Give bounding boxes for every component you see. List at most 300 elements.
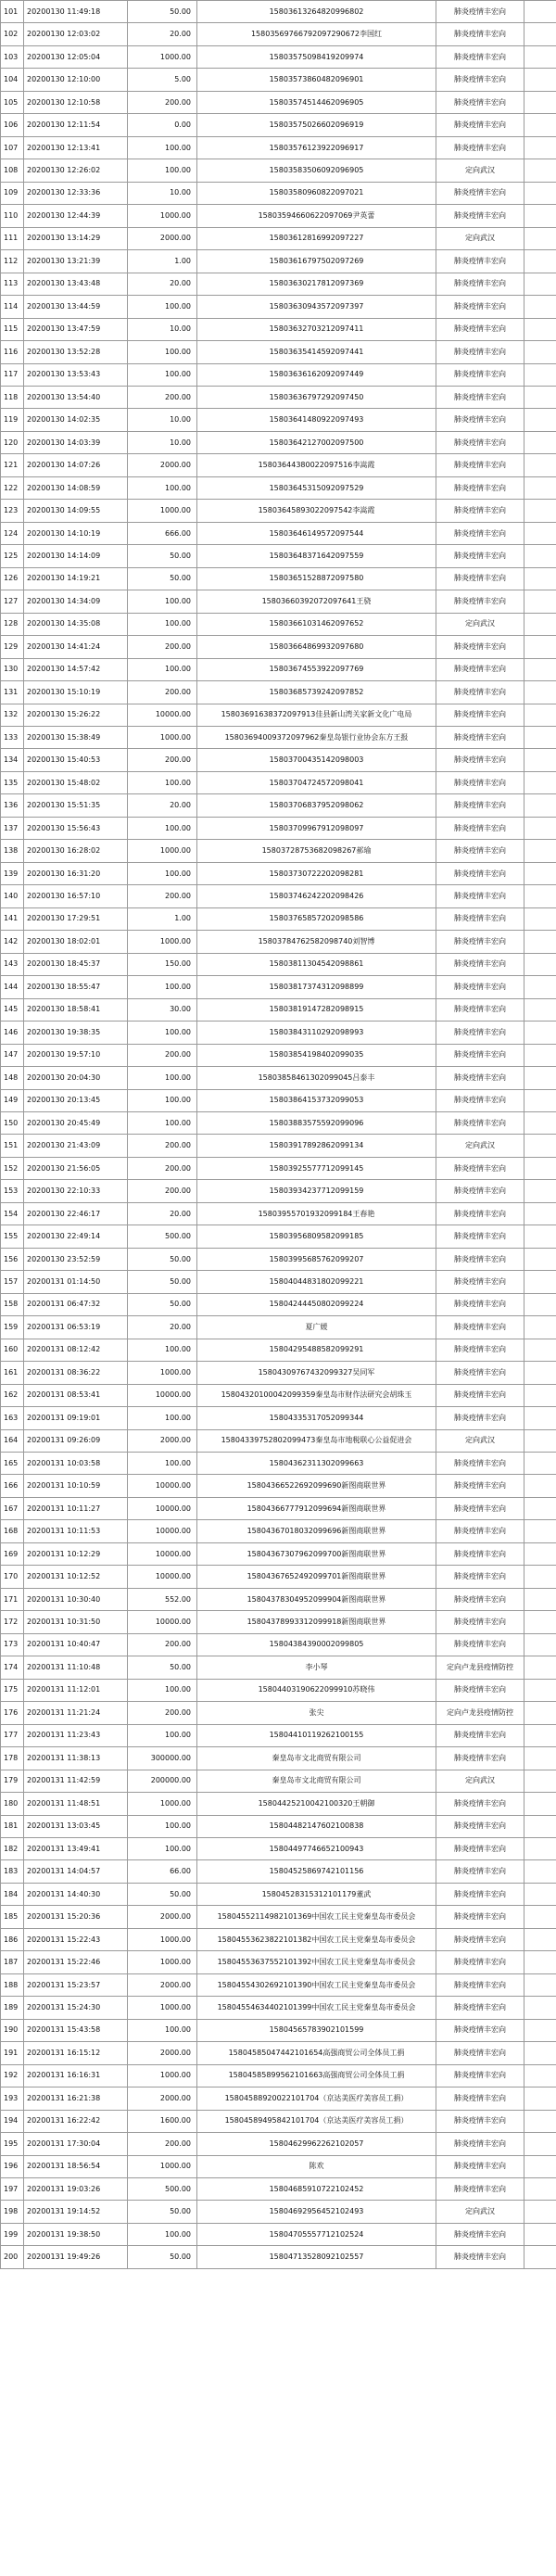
purpose-cell: 肺炎疫情丰宏向 <box>436 1837 524 1859</box>
donation-amount-cell: 1000.00 <box>128 1793 197 1815</box>
transaction-time-cell: 20200131 10:10:59 <box>24 1475 128 1497</box>
row-number-cell: 187 <box>1 1951 24 1973</box>
table-row <box>1 1883 556 1905</box>
row-number-cell: 124 <box>1 522 24 544</box>
purpose-cell: 肺炎疫情丰宏向 <box>436 182 524 204</box>
transaction-time-cell: 20200130 13:43:48 <box>24 273 128 295</box>
donor-memo-cell: 15804425210042100320王朝御 <box>197 1793 436 1815</box>
donor-memo-cell: 15804366777912099694新图商联世界 <box>197 1497 436 1519</box>
donation-amount-cell: 66.00 <box>128 1860 197 1883</box>
transaction-time-cell: 20200131 10:11:27 <box>24 1497 128 1519</box>
empty-cell <box>524 1611 556 1633</box>
row-number-cell: 186 <box>1 1928 24 1950</box>
table-row <box>1 45 556 68</box>
table-row <box>1 23 556 45</box>
purpose-cell: 肺炎疫情丰宏向 <box>436 1180 524 1202</box>
purpose-cell: 肺炎疫情丰宏向 <box>436 817 524 839</box>
donor-memo-cell: 15804685910722102452 <box>197 2178 436 2201</box>
transaction-time-cell: 20200131 13:49:41 <box>24 1837 128 1859</box>
table-row <box>1 1180 556 1202</box>
row-number-cell: 151 <box>1 1135 24 1157</box>
table-row <box>1 931 556 953</box>
donation-amount-cell: 20.00 <box>128 794 197 817</box>
table-row <box>1 862 556 884</box>
row-number-cell: 139 <box>1 862 24 884</box>
donor-memo-cell: 15803730722202098281 <box>197 862 436 884</box>
transaction-time-cell: 20200131 01:14:50 <box>24 1271 128 1293</box>
donation-amount-cell: 100.00 <box>128 613 197 635</box>
donor-memo-cell: 15804589495842101704（京达美医疗美容员工捐） <box>197 2110 436 2132</box>
transaction-time-cell: 20200130 12:33:36 <box>24 182 128 204</box>
purpose-cell: 肺炎疫情丰宏向 <box>436 749 524 771</box>
donor-memo-cell: 秦皇岛市文北商贸有限公司 <box>197 1747 436 1770</box>
donor-memo-cell: 15803819147282098915 <box>197 998 436 1021</box>
transaction-time-cell: 20200131 19:38:50 <box>24 2223 128 2245</box>
empty-cell <box>524 1633 556 1656</box>
empty-cell <box>524 2223 556 2245</box>
empty-cell <box>524 976 556 998</box>
transaction-time-cell: 20200131 13:03:45 <box>24 1815 128 1837</box>
row-number-cell: 149 <box>1 1089 24 1111</box>
donor-memo-cell: 15803704724572098041 <box>197 771 436 793</box>
table-row <box>1 114 556 136</box>
donor-memo-cell: 15803691638372097913佳县新山湾关家新文化广电局 <box>197 704 436 726</box>
table-row <box>1 1202 556 1225</box>
donor-memo-cell: 15803811304542098861 <box>197 953 436 975</box>
purpose-cell: 肺炎疫情丰宏向 <box>436 318 524 340</box>
row-number-cell: 138 <box>1 840 24 862</box>
donor-memo-cell: 15803728753682098267郝瑜 <box>197 840 436 862</box>
transaction-time-cell: 20200130 15:51:35 <box>24 794 128 817</box>
empty-cell <box>524 749 556 771</box>
transaction-time-cell: 20200130 14:08:59 <box>24 476 128 499</box>
table-row <box>1 545 556 567</box>
table-row <box>1 2201 556 2223</box>
empty-cell <box>524 69 556 91</box>
donor-memo-cell: 15803636162092097449 <box>197 363 436 386</box>
purpose-cell: 肺炎疫情丰宏向 <box>436 545 524 567</box>
donor-memo-cell: 15803573860482096901 <box>197 69 436 91</box>
empty-cell <box>524 273 556 295</box>
table-row <box>1 1022 556 1044</box>
donor-memo-cell: 15804713528092102557 <box>197 2246 436 2268</box>
donor-memo-cell: 15803569766792097290672李国红 <box>197 23 436 45</box>
transaction-time-cell: 20200131 14:04:57 <box>24 1860 128 1883</box>
donation-amount-cell: 0.00 <box>128 114 197 136</box>
transaction-time-cell: 20200130 12:05:04 <box>24 45 128 68</box>
row-number-cell: 146 <box>1 1022 24 1044</box>
purpose-cell: 肺炎疫情丰宏向 <box>436 296 524 318</box>
purpose-cell: 肺炎疫情丰宏向 <box>436 1793 524 1815</box>
empty-cell <box>524 2064 556 2087</box>
row-number-cell: 180 <box>1 1793 24 1815</box>
transaction-time-cell: 20200130 13:54:40 <box>24 386 128 408</box>
purpose-cell: 肺炎疫情丰宏向 <box>436 409 524 431</box>
donor-memo-cell: 15803746242202098426 <box>197 885 436 907</box>
transaction-time-cell: 20200131 14:40:30 <box>24 1883 128 1905</box>
donation-amount-cell: 100.00 <box>128 1407 197 1429</box>
empty-cell <box>524 318 556 340</box>
donor-memo-cell: 15804585899562101663高强商贸公司全体员工捐 <box>197 2064 436 2087</box>
empty-cell <box>524 136 556 159</box>
empty-cell <box>524 1951 556 1973</box>
transaction-time-cell: 20200130 16:28:02 <box>24 840 128 862</box>
transaction-time-cell: 20200131 19:49:26 <box>24 2246 128 2268</box>
empty-cell <box>524 1384 556 1406</box>
donation-amount-cell: 200.00 <box>128 1135 197 1157</box>
empty-cell <box>524 2155 556 2177</box>
purpose-cell: 肺炎疫情丰宏向 <box>436 23 524 45</box>
donation-amount-cell: 100.00 <box>128 976 197 998</box>
purpose-cell: 肺炎疫情丰宏向 <box>436 69 524 91</box>
donation-amount-cell: 100.00 <box>128 1679 197 1701</box>
donation-amount-cell: 2000.00 <box>128 454 197 476</box>
donor-memo-cell: 15803854198402099035 <box>197 1044 436 1066</box>
purpose-cell: 肺炎疫情丰宏向 <box>436 1928 524 1950</box>
table-row <box>1 1815 556 1837</box>
transaction-time-cell: 20200131 16:15:12 <box>24 2042 128 2064</box>
transaction-time-cell: 20200130 14:34:09 <box>24 590 128 613</box>
donation-amount-cell: 50.00 <box>128 1 197 23</box>
table-row <box>1 658 556 680</box>
donor-memo-cell: 15803706837952098062 <box>197 794 436 817</box>
empty-cell <box>524 1724 556 1746</box>
row-number-cell: 148 <box>1 1067 24 1089</box>
table-row <box>1 273 556 295</box>
donation-amount-cell: 50.00 <box>128 1271 197 1293</box>
table-row <box>1 1588 556 1610</box>
purpose-cell: 定向武汉 <box>436 2201 524 2223</box>
empty-cell <box>524 1566 556 1588</box>
row-number-cell: 119 <box>1 409 24 431</box>
transaction-time-cell: 20200130 14:19:21 <box>24 567 128 590</box>
donation-amount-cell: 100.00 <box>128 1089 197 1111</box>
transaction-time-cell: 20200130 13:14:29 <box>24 227 128 249</box>
empty-cell <box>524 45 556 68</box>
donation-amount-cell: 100.00 <box>128 1022 197 1044</box>
purpose-cell: 肺炎疫情丰宏向 <box>436 205 524 227</box>
table-row <box>1 522 556 544</box>
transaction-time-cell: 20200130 14:14:09 <box>24 545 128 567</box>
transaction-time-cell: 20200130 12:11:54 <box>24 114 128 136</box>
table-row <box>1 1747 556 1770</box>
row-number-cell: 122 <box>1 476 24 499</box>
table-row <box>1 1679 556 1701</box>
transaction-time-cell: 20200130 13:52:28 <box>24 341 128 363</box>
purpose-cell: 肺炎疫情丰宏向 <box>436 976 524 998</box>
transaction-time-cell: 20200130 11:49:18 <box>24 1 128 23</box>
transaction-time-cell: 20200130 14:03:39 <box>24 431 128 453</box>
donor-memo-cell: 15803995685762099207 <box>197 1248 436 1270</box>
purpose-cell: 肺炎疫情丰宏向 <box>436 454 524 476</box>
table-row <box>1 1089 556 1111</box>
purpose-cell: 肺炎疫情丰宏向 <box>436 273 524 295</box>
table-row <box>1 136 556 159</box>
empty-cell <box>524 567 556 590</box>
donation-amount-cell: 10000.00 <box>128 704 197 726</box>
purpose-cell: 肺炎疫情丰宏向 <box>436 1067 524 1089</box>
donor-memo-cell: 15804497746652100943 <box>197 1837 436 1859</box>
row-number-cell: 155 <box>1 1225 24 1248</box>
table-row <box>1 976 556 998</box>
empty-cell <box>524 636 556 658</box>
purpose-cell: 肺炎疫情丰宏向 <box>436 1044 524 1066</box>
donation-amount-cell: 200.00 <box>128 885 197 907</box>
row-number-cell: 147 <box>1 1044 24 1066</box>
transaction-time-cell: 20200130 12:03:02 <box>24 23 128 45</box>
transaction-time-cell: 20200130 18:45:37 <box>24 953 128 975</box>
empty-cell <box>524 1180 556 1202</box>
purpose-cell: 肺炎疫情丰宏向 <box>436 727 524 749</box>
purpose-cell: 肺炎疫情丰宏向 <box>436 1906 524 1928</box>
table-row <box>1 1973 556 1996</box>
donation-amount-cell: 200000.00 <box>128 1770 197 1792</box>
purpose-cell: 肺炎疫情丰宏向 <box>436 2042 524 2064</box>
row-number-cell: 173 <box>1 1633 24 1656</box>
purpose-cell: 定向卢龙县疫情防控 <box>436 1702 524 1724</box>
empty-cell <box>524 1453 556 1475</box>
purpose-cell: 肺炎疫情丰宏向 <box>436 1248 524 1270</box>
table-row <box>1 2155 556 2177</box>
purpose-cell: 肺炎疫情丰宏向 <box>436 363 524 386</box>
purpose-cell: 肺炎疫情丰宏向 <box>436 341 524 363</box>
donation-amount-cell: 50.00 <box>128 1656 197 1679</box>
row-number-cell: 172 <box>1 1611 24 1633</box>
purpose-cell: 定向武汉 <box>436 1770 524 1792</box>
donation-amount-cell: 50.00 <box>128 2246 197 2268</box>
donation-amount-cell: 50.00 <box>128 1293 197 1315</box>
donor-memo-cell: 15803864153732099053 <box>197 1089 436 1111</box>
transaction-time-cell: 20200131 19:03:26 <box>24 2178 128 2201</box>
table-row <box>1 953 556 975</box>
transaction-time-cell: 20200130 18:02:01 <box>24 931 128 953</box>
purpose-cell: 肺炎疫情丰宏向 <box>436 1588 524 1610</box>
donation-amount-cell: 100.00 <box>128 1453 197 1475</box>
table-row <box>1 1453 556 1475</box>
row-number-cell: 102 <box>1 23 24 45</box>
purpose-cell: 肺炎疫情丰宏向 <box>436 567 524 590</box>
donation-amount-cell: 20.00 <box>128 1316 197 1339</box>
table-row <box>1 681 556 704</box>
donor-memo-cell: 15804244450802099224 <box>197 1293 436 1315</box>
donation-amount-cell: 200.00 <box>128 1180 197 1202</box>
purpose-cell: 肺炎疫情丰宏向 <box>436 1089 524 1111</box>
table-row <box>1 431 556 453</box>
empty-cell <box>524 1883 556 1905</box>
donation-amount-cell: 500.00 <box>128 1225 197 1248</box>
transaction-time-cell: 20200130 14:09:55 <box>24 500 128 522</box>
purpose-cell: 肺炎疫情丰宏向 <box>436 250 524 273</box>
empty-cell <box>524 2178 556 2201</box>
donation-amount-cell: 2000.00 <box>128 2042 197 2064</box>
donation-amount-cell: 1000.00 <box>128 1951 197 1973</box>
table-row <box>1 1928 556 1950</box>
table-row <box>1 341 556 363</box>
transaction-time-cell: 20200130 15:26:22 <box>24 704 128 726</box>
table-row <box>1 1566 556 1588</box>
table-row <box>1 1157 556 1179</box>
empty-cell <box>524 590 556 613</box>
donation-amount-cell: 10000.00 <box>128 1542 197 1565</box>
purpose-cell: 肺炎疫情丰宏向 <box>436 1679 524 1701</box>
row-number-cell: 198 <box>1 2201 24 2223</box>
table-row <box>1 454 556 476</box>
empty-cell <box>524 2133 556 2155</box>
empty-cell <box>524 1928 556 1950</box>
table-row <box>1 1724 556 1746</box>
purpose-cell: 肺炎疫情丰宏向 <box>436 885 524 907</box>
donor-memo-cell: 15804335317052099344 <box>197 1407 436 1429</box>
empty-cell <box>524 704 556 726</box>
transaction-time-cell: 20200130 17:29:51 <box>24 907 128 930</box>
purpose-cell: 肺炎疫情丰宏向 <box>436 1747 524 1770</box>
row-number-cell: 145 <box>1 998 24 1021</box>
donor-memo-cell: 15804378993312099918新图商联世界 <box>197 1611 436 1633</box>
row-number-cell: 181 <box>1 1815 24 1837</box>
row-number-cell: 188 <box>1 1973 24 1996</box>
donation-amount-cell: 100.00 <box>128 476 197 499</box>
donation-amount-cell: 5.00 <box>128 69 197 91</box>
row-number-cell: 132 <box>1 704 24 726</box>
donor-memo-cell: 15803632703212097411 <box>197 318 436 340</box>
purpose-cell: 肺炎疫情丰宏向 <box>436 794 524 817</box>
donation-amount-cell: 150.00 <box>128 953 197 975</box>
donor-memo-cell: 15804629962262102057 <box>197 2133 436 2155</box>
donor-memo-cell: 15803685739242097852 <box>197 681 436 704</box>
donation-amount-cell: 2000.00 <box>128 227 197 249</box>
transaction-time-cell: 20200130 14:10:19 <box>24 522 128 544</box>
table-row <box>1 363 556 386</box>
transaction-time-cell: 20200130 23:52:59 <box>24 1248 128 1270</box>
row-number-cell: 170 <box>1 1566 24 1588</box>
row-number-cell: 141 <box>1 907 24 930</box>
transaction-time-cell: 20200131 15:22:43 <box>24 1928 128 1950</box>
empty-cell <box>524 1202 556 1225</box>
purpose-cell: 肺炎疫情丰宏向 <box>436 476 524 499</box>
table-row <box>1 1135 556 1157</box>
donation-amount-cell: 200.00 <box>128 636 197 658</box>
table-row <box>1 1542 556 1565</box>
donation-amount-cell: 100.00 <box>128 363 197 386</box>
donation-amount-cell: 200.00 <box>128 2133 197 2155</box>
donation-amount-cell: 1000.00 <box>128 45 197 68</box>
transaction-time-cell: 20200131 15:20:36 <box>24 1906 128 1928</box>
purpose-cell: 肺炎疫情丰宏向 <box>436 1724 524 1746</box>
empty-cell <box>524 1225 556 1248</box>
purpose-cell: 肺炎疫情丰宏向 <box>436 658 524 680</box>
table-row <box>1 1 556 23</box>
empty-cell <box>524 1497 556 1519</box>
transaction-time-cell: 20200130 12:26:02 <box>24 159 128 182</box>
donor-memo-cell: 15803613264820996802 <box>197 1 436 23</box>
donation-amount-cell: 50.00 <box>128 567 197 590</box>
donation-amount-cell: 200.00 <box>128 1633 197 1656</box>
donation-amount-cell: 100.00 <box>128 2223 197 2245</box>
transaction-time-cell: 20200130 22:46:17 <box>24 1202 128 1225</box>
transaction-time-cell: 20200130 19:38:35 <box>24 1022 128 1044</box>
donor-memo-cell: 15803700435142098003 <box>197 749 436 771</box>
row-number-cell: 199 <box>1 2223 24 2245</box>
donation-amount-cell: 10.00 <box>128 318 197 340</box>
donor-memo-cell: 15803648371642097559 <box>197 545 436 567</box>
table-row <box>1 250 556 273</box>
purpose-cell: 肺炎疫情丰宏向 <box>436 704 524 726</box>
donor-memo-cell: 15803843110292098993 <box>197 1022 436 1044</box>
donor-memo-cell: 15803709967912098097 <box>197 817 436 839</box>
table-row <box>1 1044 556 1066</box>
row-number-cell: 123 <box>1 500 24 522</box>
table-row <box>1 69 556 91</box>
purpose-cell: 肺炎疫情丰宏向 <box>436 862 524 884</box>
table-row <box>1 1111 556 1134</box>
transaction-time-cell: 20200130 14:35:08 <box>24 613 128 635</box>
transaction-time-cell: 20200130 13:44:59 <box>24 296 128 318</box>
donor-memo-cell: 15803765857202098586 <box>197 907 436 930</box>
transaction-time-cell: 20200131 15:23:57 <box>24 1973 128 1996</box>
purpose-cell: 肺炎疫情丰宏向 <box>436 1520 524 1542</box>
empty-cell <box>524 862 556 884</box>
donation-amount-cell: 200.00 <box>128 1702 197 1724</box>
row-number-cell: 120 <box>1 431 24 453</box>
empty-cell <box>524 1362 556 1384</box>
transaction-time-cell: 20200130 19:57:10 <box>24 1044 128 1066</box>
transaction-time-cell: 20200131 11:23:43 <box>24 1724 128 1746</box>
empty-cell <box>524 1679 556 1701</box>
table-row <box>1 1497 556 1519</box>
empty-cell <box>524 1520 556 1542</box>
table-row <box>1 771 556 793</box>
table-row <box>1 1997 556 2019</box>
transaction-time-cell: 20200130 15:10:19 <box>24 681 128 704</box>
donation-amount-cell: 10.00 <box>128 431 197 453</box>
purpose-cell: 肺炎疫情丰宏向 <box>436 1339 524 1361</box>
donor-memo-cell: 夏广媛 <box>197 1316 436 1339</box>
purpose-cell: 肺炎疫情丰宏向 <box>436 681 524 704</box>
empty-cell <box>524 1 556 23</box>
ledger-body <box>1 1 556 2269</box>
table-row <box>1 1656 556 1679</box>
purpose-cell: 肺炎疫情丰宏向 <box>436 522 524 544</box>
donor-memo-cell: 15803616797502097269 <box>197 250 436 273</box>
donation-amount-cell: 50.00 <box>128 545 197 567</box>
row-number-cell: 137 <box>1 817 24 839</box>
donor-memo-cell: 15803694009372097962秦皇岛银行业协会东方王报 <box>197 727 436 749</box>
donation-amount-cell: 10000.00 <box>128 1520 197 1542</box>
donation-amount-cell: 100.00 <box>128 1815 197 1837</box>
table-row <box>1 159 556 182</box>
transaction-time-cell: 20200130 22:49:14 <box>24 1225 128 1248</box>
purpose-cell: 定向武汉 <box>436 1429 524 1452</box>
donor-memo-cell: 15803660392072097641王骁 <box>197 590 436 613</box>
empty-cell <box>524 250 556 273</box>
table-row <box>1 817 556 839</box>
transaction-time-cell: 20200130 22:10:33 <box>24 1180 128 1202</box>
table-row <box>1 2178 556 2201</box>
purpose-cell: 肺炎疫情丰宏向 <box>436 500 524 522</box>
row-number-cell: 166 <box>1 1475 24 1497</box>
empty-cell <box>524 1111 556 1134</box>
row-number-cell: 135 <box>1 771 24 793</box>
purpose-cell: 肺炎疫情丰宏向 <box>436 1157 524 1179</box>
purpose-cell: 肺炎疫情丰宏向 <box>436 931 524 953</box>
donation-amount-cell: 50.00 <box>128 1883 197 1905</box>
purpose-cell: 肺炎疫情丰宏向 <box>436 1860 524 1883</box>
row-number-cell: 118 <box>1 386 24 408</box>
row-number-cell: 184 <box>1 1883 24 1905</box>
row-number-cell: 177 <box>1 1724 24 1746</box>
donation-amount-cell: 1.00 <box>128 250 197 273</box>
transaction-time-cell: 20200130 13:47:59 <box>24 318 128 340</box>
